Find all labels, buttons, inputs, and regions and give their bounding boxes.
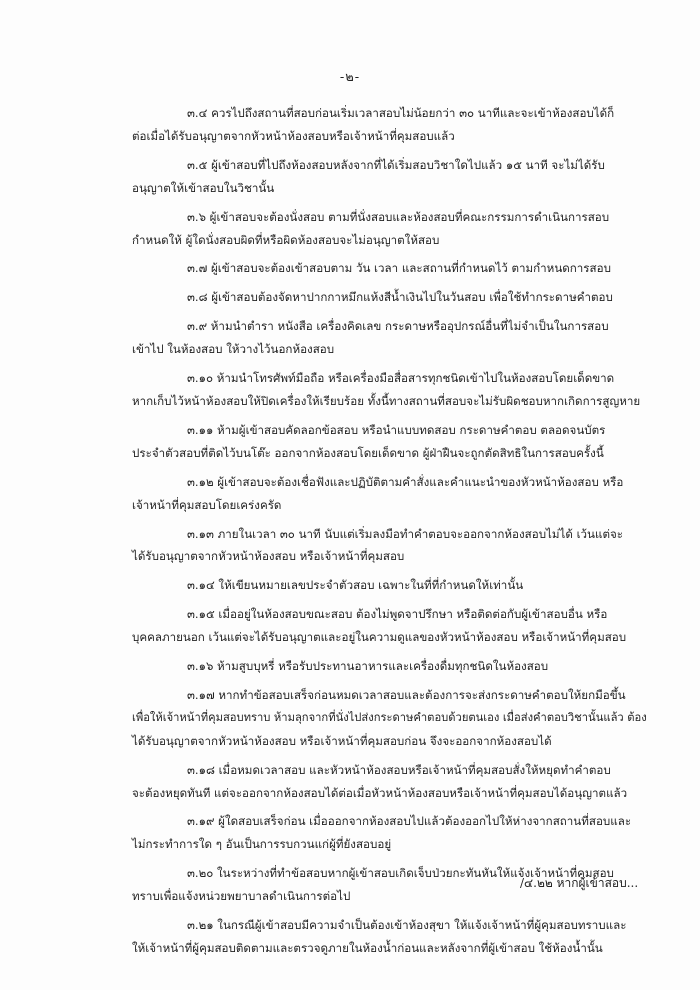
clause-line: ๓.๑๗ หากทำข้อสอบเสร็จก่อนหมดเวลาสอบและต้องการจะส่งกระดาษคำตอบให้ยกมือขึ้น	[187, 687, 626, 702]
clause-line: ๓.๑๓ ภายในเวลา ๓๐ นาที นับแต่เริ่มลงมือทำคำตอบจะออกจากห้องสอบไม่ได้ เว้นแต่จะ	[187, 526, 623, 541]
clause-line: ต่อเมื่อได้รับอนุญาตจากหัวหน้าห้องสอบหรือเจ้าหน้าที่คุมสอบแล้ว	[132, 128, 455, 143]
clause-17	[132, 684, 652, 753]
clause-line: จะต้องหยุดทันที แต่จะออกจากห้องสอบได้ต่อเมื่อหัวหน้าห้องสอบหรือเจ้าหน้าที่คุมสอบได้อนุญาตแล้ว	[132, 785, 628, 800]
clause-line: ๓.๑๖ ห้ามสูบบุหรี่ หรือรับประทานอาหารและเครื่องดื่มทุกชนิดในห้องสอบ	[187, 659, 549, 674]
continuation-footer: /๔.๒๒ หากผู้เข้าสอบ...	[520, 876, 639, 890]
clause-line: ๓.๖ ผู้เข้าสอบจะต้องนั่งสอบ ตามที่นั่งสอบและห้องสอบที่คณะกรรมการดำเนินการสอบ	[187, 209, 610, 224]
clause-16	[132, 655, 652, 678]
clause-line: เข้าไป ในห้องสอบ ให้วางไว้นอกห้องสอบ	[132, 342, 335, 357]
clause-line: ๓.๔ ควรไปถึงสถานที่สอบก่อนเริ่มเวลาสอบไม่น้อยกว่า ๓๐ นาทีและจะเข้าห้องสอบได้ก็	[187, 106, 615, 120]
clause-13	[132, 523, 652, 569]
page-number: -๒-	[339, 70, 361, 85]
clause-11	[132, 419, 652, 465]
clause-line: ให้เจ้าหน้าที่ผู้คุมสอบติดตามและตรวจดูภายในห้องน้ำก่อนและหลังจากที่ผู้เข้าสอบ ใช้ห้องน้ำนั้น	[132, 941, 603, 955]
clause-line: ๓.๑๔ ให้เขียนหมายเลขประจำตัวสอบ เฉพาะในที่ที่กำหนดให้เท่านั้น	[187, 578, 524, 593]
clause-5	[132, 154, 652, 200]
clause-line: ๓.๕ ผู้เข้าสอบที่ไปถึงห้องสอบหลังจากที่ได้เริ่มสอบวิชาใดไปแล้ว ๑๕ นาที จะไม่ได้รับ	[187, 157, 605, 172]
clause-line: ๓.๒๑ ในกรณีผู้เข้าสอบมีความจำเป็นต้องเข้าห้องสุขา ให้แจ้งเจ้าหน้าที่ผู้คุมสอบทราบและ	[187, 918, 627, 933]
clause-line: เจ้าหน้าที่คุมสอบโดยเคร่งครัด	[132, 497, 282, 512]
clause-line: ๓.๑๑ ห้ามผู้เข้าสอบคัดลอกข้อสอบ หรือนำแบบทดสอบ กระดาษคำตอบ ตลอดจนบัตร	[187, 422, 606, 437]
clause-line: หากเก็บไว้หน้าห้องสอบให้ปิดเครื่องให้เรียบร้อย ทั้งนี้ทางสถานที่สอบจะไม่รับผิดชอบหากเกิดการสูญหาย	[132, 393, 641, 408]
clause-line: ๓.๑๒ ผู้เข้าสอบจะต้องเชื่อฟังและปฏิบัติตามคำสั่งและคำแนะนำของหัวหน้าห้องสอบ หรือ	[187, 474, 624, 489]
clause-10	[132, 367, 652, 413]
clause-line: อนุญาตให้เข้าสอบในวิชานั้น	[132, 180, 275, 195]
clause-line: เพื่อให้เจ้าหน้าที่คุมสอบทราบ ห้ามลุกจากที่นั่งไปส่งกระดาษคำตอบด้วยตนเอง เมื่อส่งคำตอบวิชานั้นแล้ว ต้อง	[132, 710, 647, 724]
clause-15	[132, 603, 652, 649]
clause-line: ๓.๑๕ เมื่ออยู่ในห้องสอบขณะสอบ ต้องไม่พูดจาปรึกษา หรือติดต่อกับผู้เข้าสอบอื่น หรือ	[187, 607, 608, 622]
clause-line: ทราบเพื่อแจ้งหน่วยพยาบาลดำเนินการต่อไป	[132, 889, 351, 904]
clause-7	[132, 257, 652, 280]
clause-line: ได้รับอนุญาตจากหัวหน้าห้องสอบ หรือเจ้าหน้าที่คุมสอบก่อน จึงจะออกจากห้องสอบได้	[132, 733, 552, 748]
clause-line: บุคคลภายนอก เว้นแต่จะได้รับอนุญาตและอยู่ในความดูแลของหัวหน้าห้องสอบ หรือเจ้าหน้าที่คุมสอบ	[132, 630, 627, 645]
clause-line: กำหนดให้ ผู้ใดนั่งสอบผิดที่หรือผิดห้องสอบจะไม่อนุญาตให้สอบ	[132, 232, 440, 247]
clause-line: ๓.๗ ผู้เข้าสอบจะต้องเข้าสอบตาม วัน เวลา และสถานที่กำหนดไว้ ตามกำหนดการสอบ	[187, 261, 611, 276]
clause-14	[132, 574, 652, 597]
clause-line: ไม่กระทำการใด ๆ อันเป็นการรบกวนแก่ผู้ที่ยังสอบอยู่	[132, 837, 392, 852]
clause-line: ๓.๘ ผู้เข้าสอบต้องจัดหาปากกาหมึกแห้งสีน้ำเงินไปในวันสอบ เพื่อใช้ทำกระดาษคำตอบ	[187, 290, 613, 305]
clause-line: ๓.๑๐ ห้ามนำโทรศัพท์มือถือ หรือเครื่องมือสื่อสารทุกชนิดเข้าไปในห้องสอบโดยเด็ดขาด	[187, 371, 615, 386]
clause-18	[132, 759, 652, 805]
clause-line: ๓.๒๐ ในระหว่างที่ทำข้อสอบหากผู้เข้าสอบเกิดเจ็บป่วยกะทันหันให้แจ้งเจ้าหน้าที่คุมสอบ	[187, 866, 614, 881]
clause-line: ประจำตัวสอบที่ติดไว้บนโต๊ะ ออกจากห้องสอบโดยเด็ดขาด ผู้ฝ่าฝืนจะถูกตัดสิทธิในการสอบครั้งนี้	[132, 445, 604, 460]
clause-line: ๓.๑๙ ผู้ใดสอบเสร็จก่อน เมื่อออกจากห้องสอบไปแล้วต้องออกไปให้ห่างจากสถานที่สอบและ	[187, 814, 632, 829]
clause-line: ๓.๑๘ เมื่อหมดเวลาสอบ และหัวหน้าห้องสอบหรือเจ้าหน้าที่คุมสอบสั่งให้หยุดทำคำตอบ	[187, 762, 611, 777]
clause-8	[132, 286, 652, 309]
clause-line: ๓.๙ ห้ามนำตำรา หนังสือ เครื่องคิดเลข กระดาษหรืออุปกรณ์อื่นที่ไม่จำเป็นในการสอบ	[187, 319, 609, 334]
clause-line: ได้รับอนุญาตจากหัวหน้าห้องสอบ หรือเจ้าหน้าที่คุมสอบ	[132, 549, 405, 564]
clause-12	[132, 471, 652, 517]
clause-19	[132, 810, 652, 856]
document-body	[132, 102, 652, 966]
clause-6	[132, 206, 652, 252]
clause-4	[132, 102, 652, 148]
clause-9	[132, 315, 652, 361]
clause-21	[132, 914, 652, 960]
